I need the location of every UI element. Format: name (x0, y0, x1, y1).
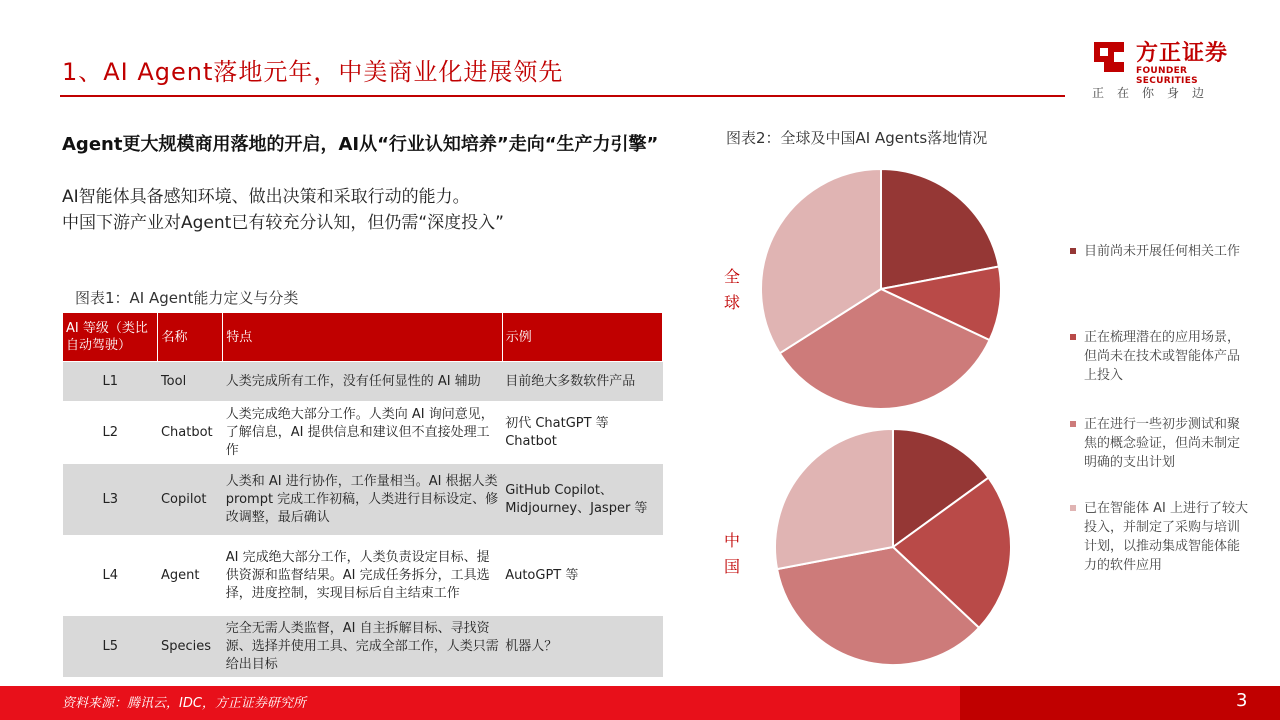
pie-label-global: 全球 (724, 267, 741, 312)
legend-label: 正在梳理潜在的应用场景，但尚未在技术或智能体产品上投入 (1084, 330, 1241, 383)
table-row (63, 464, 663, 536)
figure1-caption: 图表1：AI Agent能力定义与分类 (75, 289, 299, 307)
headline: Agent更大规模商用落地的开启，AI从“行业认知培养”走向“生产力引擎” (62, 134, 659, 155)
cell-feature: 人类完成绝大部分工作。人类向 AI 询问意见，了解信息，AI 提供信息和建议但不直接处理工作 (223, 402, 502, 464)
cell-name: Tool (158, 362, 223, 402)
table-row (63, 402, 663, 464)
cell-feature: 人类完成所有工作，没有任何显性的 AI 辅助 (223, 362, 502, 402)
table-row (63, 616, 663, 678)
brand-logo (1088, 36, 1248, 102)
legend-label: 目前尚未开展任何相关工作 (1084, 244, 1241, 259)
cell-name: Copilot (158, 464, 223, 536)
cell-feature: 人类和 AI 进行协作，工作量相当。AI 根据人类 prompt 完成工作初稿，人类进行目标设定、修改调整，最后确认 (223, 464, 502, 536)
cell-name: Chatbot (158, 402, 223, 464)
logo-english: FOUNDER SECURITIES (1136, 66, 1198, 86)
footer-bar-accent (960, 686, 1280, 720)
title-divider (60, 95, 1065, 97)
pie-label-china: 中国 (724, 531, 741, 576)
cell-example: 初代 ChatGPT 等 Chatbot (502, 402, 662, 464)
cell-level: L2 (63, 402, 158, 464)
cell-example: 目前绝大多数软件产品 (502, 362, 662, 402)
legend-swatch (1070, 421, 1076, 427)
legend-swatch (1070, 248, 1076, 254)
pie-chart-china (774, 428, 1012, 666)
cell-feature: AI 完成绝大部分工作，人类负责设定目标、提供资源和监督结果。AI 完成任务拆分，工具选择，进度控制，实现目标后自主结束工作 (223, 536, 502, 616)
cell-level: L1 (63, 362, 158, 402)
cell-name: Species (158, 616, 223, 678)
table-row (63, 362, 663, 402)
source-note: 资料来源：腾讯云，IDC，方正证券研究所 (62, 696, 306, 711)
legend-label: 已在智能体 AI 上进行了较大投入，并制定了采购与培训计划，以推动集成智能体能力的软件应用 (1084, 501, 1248, 573)
cell-level: L4 (63, 536, 158, 616)
agent-level-table (62, 312, 663, 678)
col-header-level: AI 等级（类比自动驾驶） (63, 313, 158, 362)
col-header-example: 示例 (502, 313, 662, 362)
cell-level: L3 (63, 464, 158, 536)
cell-example: 机器人？ (502, 616, 662, 678)
pie-slice-china-4 (775, 429, 893, 569)
col-header-name: 名称 (158, 313, 223, 362)
intro-line-1: AI智能体具备感知环境、做出决策和采取行动的能力。 (62, 187, 470, 207)
legend-label: 正在进行一些初步测试和聚焦的概念验证，但尚未制定明确的支出计划 (1084, 417, 1241, 470)
cell-level: L5 (63, 616, 158, 678)
logo-name: 方正证券 (1136, 41, 1229, 66)
intro-line-2: 中国下游产业对Agent已有较充分认知，但仍需“深度投入” (62, 213, 504, 233)
legend-item (1070, 415, 1250, 472)
legend-swatch (1070, 334, 1076, 340)
legend-item (1070, 499, 1250, 575)
cell-example: GitHub Copilot、Midjourney、Jasper 等 (502, 464, 662, 536)
logo-slogan: 正在你身边 (1092, 86, 1218, 100)
table-row (63, 536, 663, 616)
legend-item (1070, 328, 1250, 385)
founder-logo-icon (1090, 38, 1128, 76)
page-title: 1、AI Agent落地元年，中美商业化进展领先 (62, 58, 564, 86)
cell-name: Agent (158, 536, 223, 616)
cell-example: AutoGPT 等 (502, 536, 662, 616)
pie-chart-global (760, 168, 1002, 410)
figure2-caption: 图表2：全球及中国AI Agents落地情况 (726, 129, 988, 147)
table-header-row (63, 313, 663, 362)
legend-swatch (1070, 505, 1076, 511)
col-header-feature: 特点 (223, 313, 502, 362)
legend-item (1070, 242, 1250, 261)
cell-feature: 完全无需人类监督，AI 自主拆解目标、寻找资源、选择并使用工具、完成全部工作，人类只需给出目标 (223, 616, 502, 678)
page-number: 3 (1236, 690, 1248, 711)
